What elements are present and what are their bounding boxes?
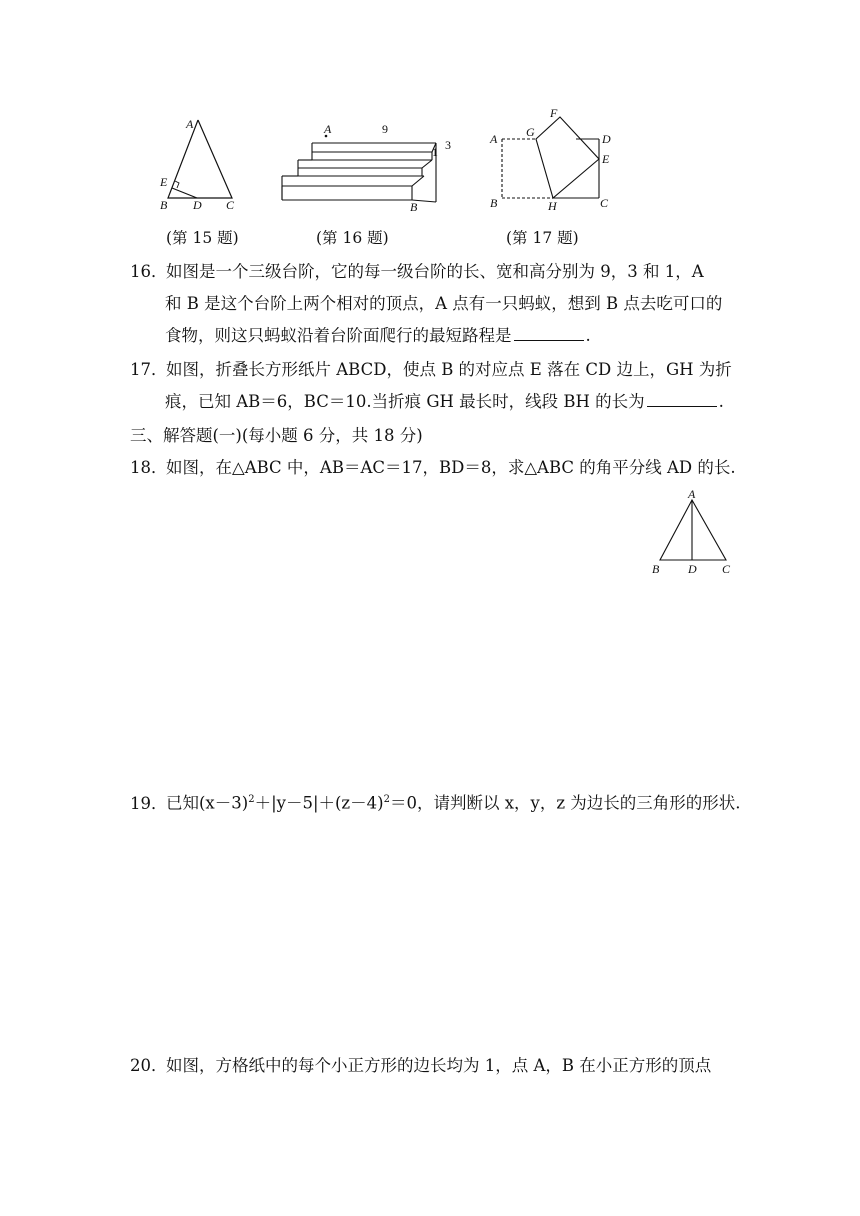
label-a: A (490, 132, 498, 146)
segment-ed (172, 188, 197, 198)
question-text: 痕，已知 AB＝6，BC＝10.当折痕 GH 最长时，线段 BH 的长为 (165, 392, 645, 411)
question-16-line-3 (165, 324, 591, 348)
label-1: 1 (432, 145, 438, 159)
caption-16: (第 16 题) (316, 229, 389, 247)
question-number: 20． (130, 1056, 168, 1075)
question-18 (130, 456, 736, 480)
answer-blank[interactable] (647, 392, 717, 407)
caption-17: (第 17 题) (506, 229, 579, 247)
label-c: C (226, 198, 235, 212)
question-20 (130, 1054, 711, 1078)
question-16-line-2: 和 B 是这个台阶上两个相对的顶点，A 点有一只蚂蚁，想到 B 点去吃可口的 (165, 294, 723, 313)
figure-16 (276, 116, 466, 214)
question-text-end: . (585, 326, 591, 345)
label-d: D (688, 562, 697, 576)
question-number: 18． (130, 458, 168, 477)
question-text-c: ＝0，请判断以 x，y，z 为边长的三角形的形状. (389, 793, 741, 813)
label-d: D (602, 132, 611, 146)
question-text: 如图是一个三级台阶，它的每一级台阶的长、宽和高分别为 9，3 和 1，A (166, 262, 704, 281)
question-number: 16． (130, 262, 168, 281)
label-d: D (193, 198, 202, 212)
question-text: 如图，折叠长方形纸片 ABCD，使点 B 的对应点 E 落在 CD 边上，GH 为折 (166, 360, 732, 379)
answer-blank[interactable] (514, 326, 584, 341)
right-angle-mark (175, 181, 179, 188)
label-c: C (600, 196, 609, 210)
figure-15 (150, 108, 250, 214)
question-17-line-1 (130, 358, 732, 382)
question-text-b: ＋|y－5|＋(z－4) (254, 793, 384, 813)
label-b: B (652, 562, 660, 576)
section-heading: 三、解答题(一)(每小题 6 分，共 18 分) (130, 426, 423, 445)
figure-18 (646, 484, 736, 578)
label-3: 3 (445, 138, 451, 152)
label-e: E (602, 152, 610, 166)
question-number: 17． (130, 360, 168, 379)
question-text: 食物，则这只蚂蚁沿着台阶面爬行的最短路程是 (165, 326, 512, 345)
question-text-end: . (718, 392, 724, 411)
label-e: E (160, 175, 168, 189)
label-b: B (490, 196, 498, 210)
label-f: F (550, 106, 558, 120)
question-number: 19． (130, 793, 168, 813)
label-c: C (722, 562, 731, 576)
question-16-line-1 (130, 260, 704, 284)
label-a: A (324, 122, 332, 136)
label-9: 9 (382, 122, 388, 136)
label-b: B (160, 198, 168, 212)
label-a: A (186, 117, 194, 131)
question-text: 如图，在△ABC 中，AB＝AC＝17，BD＝8，求△ABC 的角平分线 AD 的长. (166, 458, 736, 477)
figure-17 (486, 104, 622, 214)
exponent: 2 (248, 794, 255, 805)
label-g: G (526, 125, 535, 139)
question-19 (130, 788, 741, 816)
question-text-a: 已知(x－3) (166, 793, 249, 813)
question-17-line-2 (165, 390, 724, 414)
caption-15: (第 15 题) (166, 229, 239, 247)
label-h: H (548, 199, 557, 213)
label-b: B (410, 200, 418, 214)
exponent: 2 (383, 794, 390, 805)
label-a: A (688, 487, 696, 501)
question-text: 如图，方格纸中的每个小正方形的边长均为 1，点 A，B 在小正方形的顶点 (166, 1056, 712, 1075)
